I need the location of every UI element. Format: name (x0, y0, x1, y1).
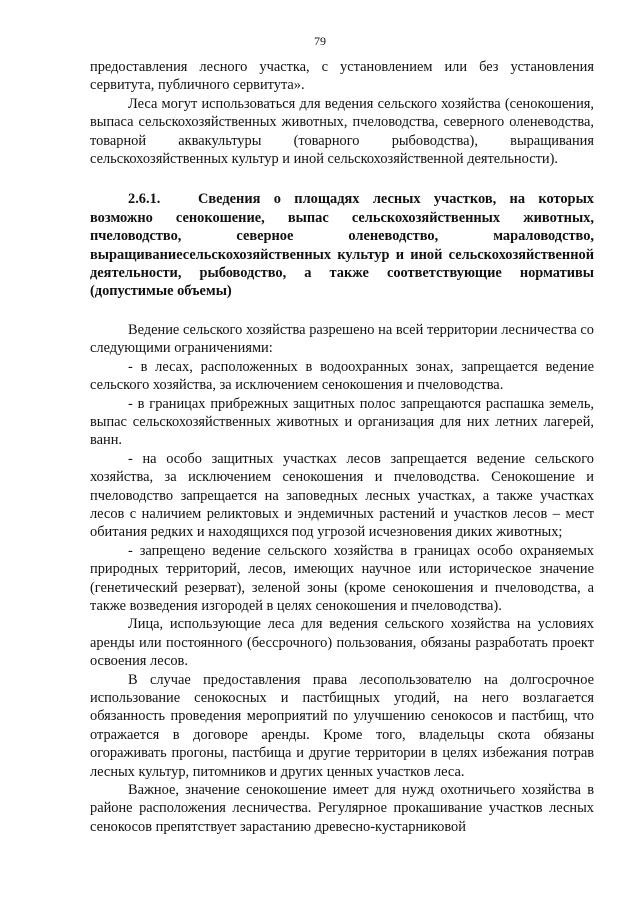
restriction-list-item: - в лесах, расположенных в водоохранных зонах, запрещается ведение сельского хозяйства, за исключением сенокошения и пчеловодства. (90, 358, 594, 394)
section-heading (90, 190, 594, 300)
section-number: 2.6.1. (128, 191, 161, 208)
forest-development-project-paragraph: Лица, использующие леса для ведения сельского хозяйства на условиях аренды или постоянного (бессрочного) пользования, обязаны разработать проект освоения лесов. (90, 616, 594, 670)
forest-uses-paragraph: Леса могут использоваться для ведения сельского хозяйства (сенокошения, выпаса сельскохозяйственных животных, пчеловодства, северного оленеводства, товарной аквакультуры (товарного рыбоводства), выращивания сельскохозяйственных культур и иной сельскохозяйственной деятельности). (90, 95, 594, 168)
page-number: 79 (314, 34, 326, 48)
haymaking-importance-paragraph: Важное, значение сенокошение имеет для нужд охотничьего хозяйства в районе расположения лесничества. Регулярное прокашивание участков лесных сенокосов препятствует зарастанию древесно-кустарниковой (90, 782, 594, 835)
page-content (90, 58, 594, 836)
agriculture-permission-paragraph: Ведение сельского хозяйства разрешено на всей территории лесничества со следующими ограничениями: (90, 321, 594, 357)
restriction-list-item: - запрещено ведение сельского хозяйства в границах особо охраняемых природных территорий, лесов, имеющих научное или историческое значение (генетический резерват), зеленой зоны (кроме сенокошения и пчеловодства, а также возведения изгородей в целях сенокошения и пчеловодства). (90, 542, 594, 614)
restriction-list-item: - в границах прибрежных защитных полос запрещаются распашка земель, выпас сельскохозяйственных животных и организация для них летних лагерей, ванн. (90, 395, 594, 449)
long-term-use-paragraph: В случае предоставления права лесопользователю на долгосрочное использование сенокосных и пастбищных угодий, на него возлагается обязанность проведения мероприятий по улучшению сенокосов и пастбищ, что отражается в договоре аренды. Кроме того, владельцы скота обязаны огораживать прогоны, пастбища и другие территории в целях избежания потрав лесных культур, питомников и других ценных участков леса. (90, 671, 594, 780)
restriction-list-item: - на особо защитных участках лесов запрещается ведение сельского хозяйства, за исключением сенокошения и пчеловодства. Сенокошение и пчеловодство запрещается на заповедных лесных участках, а также участках лесов с наличием реликтовых и эндемичных растений и участков лесов – мест обитания редких и находящихся под угрозой исчезновения диких животных; (90, 450, 594, 541)
continued-paragraph: предоставления лесного участка, с установлением или без установления сервитута, публичного сервитута». (90, 59, 594, 94)
section-title: Сведения о площадях лесных участков, на которых возможно сенокошение, выпас сельскохозяйственных животных, пчеловодство, северное оленеводство, мараловодство, выращиваниесельскохозяйственных культур и иной сельскохозяйственной деятельности, рыбоводство, а также соответствующие нормативы (допустимые объемы) (90, 191, 594, 300)
